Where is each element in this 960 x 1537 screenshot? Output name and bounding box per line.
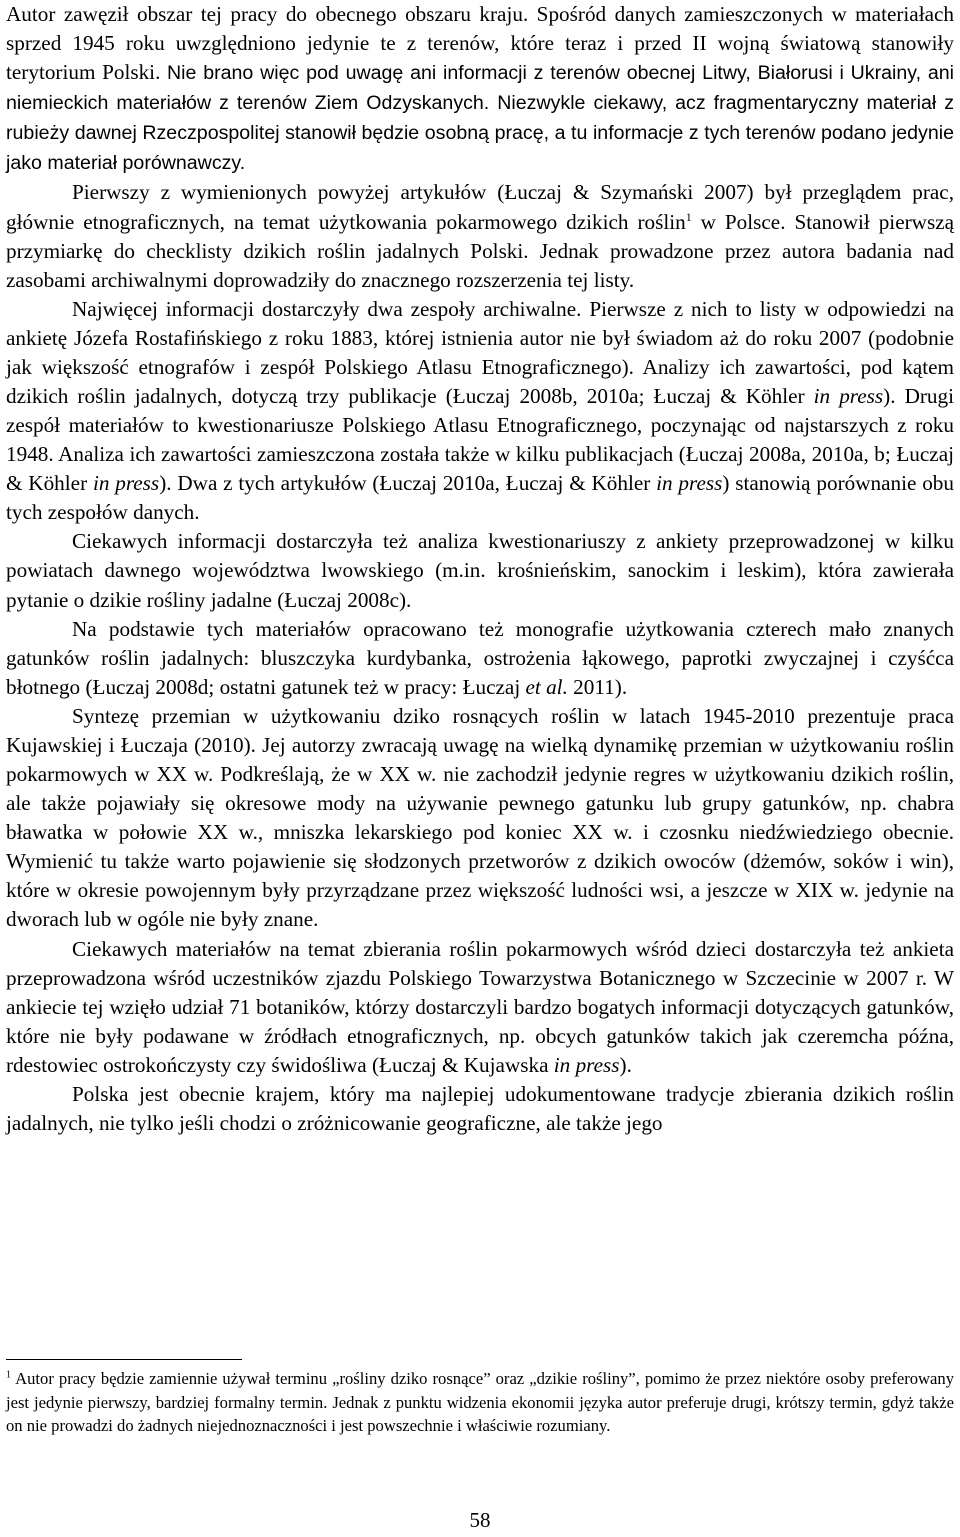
text-segment: ). Drugi zespół materiałów to kwestionariusze Polskiego Atlasu Etnograficznego, poczynając od najstarszych z roku 1948. Analiza ich zawartości zamieszczona została także w kilku publikacjach (Łuczaj 2008a, 2010a, b; Łuczaj & Köhler bbox=[6, 384, 954, 496]
footnote bbox=[6, 1367, 954, 1438]
text-segment: Autor zawęził obszar tej pracy do obecnego obszaru kraju. Spośród danych zamieszczonych w materiałach sprzed 1945 roku uwzględniono jedynie te z terenów, które teraz i przed II wojną światową stanowiły terytorium Polski. bbox=[6, 2, 954, 85]
paragraph bbox=[6, 295, 954, 528]
text-segment: in press bbox=[92, 471, 160, 496]
text-segment: in press bbox=[813, 384, 884, 409]
main-text bbox=[6, 0, 954, 1138]
text-segment: Na podstawie tych materiałów opracowano też monografie użytkowania czterech mało znanych gatunków roślin jadalnych: bluszczyka kurdybanka, ostrożenia łąkowego, paprotki zwyczajnej i czyśćca błotnego (Łuczaj 2008d; ostatni gatunek też w pracy: Łuczaj bbox=[6, 616, 954, 699]
text-segment: et al. bbox=[525, 674, 568, 699]
text-segment: Nie brano więc pod uwagę ani informacji z terenów obecnej Litwy, Białorusi i Ukrainy, ani niemieckich materiałów z terenów Ziem Odzyskanych. Niezwykle ciekawy, acz fragmentaryczny materiał z rubieży dawnej Rzeczpospolitej stanowił będzie osobną pracę, a tu informacje z tych terenów podano jedynie jako materiał porównawczy. bbox=[6, 62, 954, 175]
paragraph bbox=[6, 0, 954, 178]
footnote-separator bbox=[6, 1359, 242, 1360]
paragraph bbox=[6, 615, 954, 702]
paragraph bbox=[6, 1080, 954, 1138]
text-segment: Ciekawych informacji dostarczyła też analiza kwestionariuszy z ankiety przeprowadzonej w kilku powiatach dawnego województwa lwowskiego (m.in. krośnieńskim, sanockim i leskim), która zawierała pytanie o dzikie rośliny jadalne (Łuczaj 2008c). bbox=[6, 529, 954, 612]
footnote-marker: 1 bbox=[6, 1369, 11, 1381]
text-segment: Polska jest obecnie krajem, który ma najlepiej udokumentowane tradycje zbierania dzikich roślin jadalnych, nie tylko jeśli chodzi o zróżnicowanie geograficzne, ale także jego bbox=[6, 1081, 954, 1135]
footnote-text: Autor pracy będzie zamiennie używał terminu „rośliny dziko rosnące” oraz „dzikie rośliny”, pomimo że przez niektóre osoby preferowany jest jedynie pierwszy, bardziej formalny termin. Jednak z punktu widzenia ekonomii języka autor preferuje drugi, krótszy termin, gdyż także on nie prowadzi do żadnych niejednoznaczności i jest powszechnie i właściwie rozumiany. bbox=[6, 1369, 954, 1435]
paragraph bbox=[6, 527, 954, 614]
text-segment: ) stanowią porównanie obu tych zespołów danych. bbox=[6, 471, 954, 525]
footnote-paragraph bbox=[6, 1367, 954, 1438]
text-segment: 2011). bbox=[567, 674, 628, 699]
text-segment: Ciekawych materiałów na temat zbierania roślin pokarmowych wśród dzieci dostarczyła też ankieta przeprowadzona wśród uczestników zjazdu Polskiego Towarzystwa Botanicznego w Szczecinie w 2007 r. W ankiecie tej wzięło udział 71 botaników, którzy dostarczyli bardzo bogatych informacji dotyczących gatunków, które nie były podawane w źródłach etnograficznych, np. obcych gatunków takich jak czeremcha późna, rdestowiec ostrokończysty czy świdośliwa (Łuczaj & Kujawska bbox=[6, 936, 954, 1077]
paragraph bbox=[6, 178, 954, 294]
paragraph bbox=[6, 702, 954, 935]
text-segment: ). bbox=[619, 1052, 632, 1077]
text-segment: Pierwszy z wymienionych powyżej artykułów (Łuczaj & Szymański 2007) był przeglądem prac, głównie etnograficznych, na temat użytkowania pokarmowego dzikich roślin bbox=[6, 180, 954, 234]
paragraph bbox=[6, 935, 954, 1080]
footnote-reference: 1 bbox=[685, 209, 692, 224]
text-segment: Syntezę przemian w użytkowaniu dziko rosnących roślin w latach 1945-2010 prezentuje praca Kujawskiej i Łuczaja (2010). Jej autorzy zwracają uwagę na wielką dynamikę przemian w użytkowaniu roślin pokarmowych w XX w. Podkreślają, że w XX w. nie zachodził jedynie regres w użytkowaniu dzikich roślin, ale także pojawiały się okresowe mody na używanie pewnego gatunku lub grupy gatunków, np. chabra bławatka w połowie XX w., mniszka lekarskiego pod koniec XX w. i czosnku niedźwiedziego obecnie. Wymienić tu także warto pojawienie się słodzonych przetworów z dzikich owoców (dżemów, soków i win), które w okresie powojennym były przyrządzane przez większość ludności wsi, a jeszcze w XIX w. jedynie na dworach lub w ogóle nie były znane. bbox=[6, 703, 954, 932]
text-segment: ). Dwa z tych artykułów (Łuczaj 2010a, Łuczaj & Köhler bbox=[159, 471, 657, 496]
text-segment: Najwięcej informacji dostarczyły dwa zespoły archiwalne. Pierwsze z nich to listy w odpowiedzi na ankietę Józefa Rostafińskiego z roku 1883, której istnienia autor nie był świadom aż do roku 2007 (podobnie jak większość etnografów i zespół Polskiego Atlasu Etnograficznego). Analizy ich zawartości, pod kątem dzikich roślin jadalnych, dotyczą trzy publikacje (Łuczaj 2008b, 2010a; Łuczaj & Köhler bbox=[6, 296, 954, 409]
page-number: 58 bbox=[469, 1508, 491, 1532]
text-segment: w Polsce. Stanowił pierwszą przymiarkę do checklisty dzikich roślin jadalnych Polski. Jednak prowadzone przez autora badania nad zasobami archiwalnymi doprowadziły do znacznego rozszerzenia tej listy. bbox=[6, 209, 955, 292]
text-segment: in press bbox=[656, 471, 723, 496]
text-segment: in press bbox=[553, 1052, 620, 1077]
